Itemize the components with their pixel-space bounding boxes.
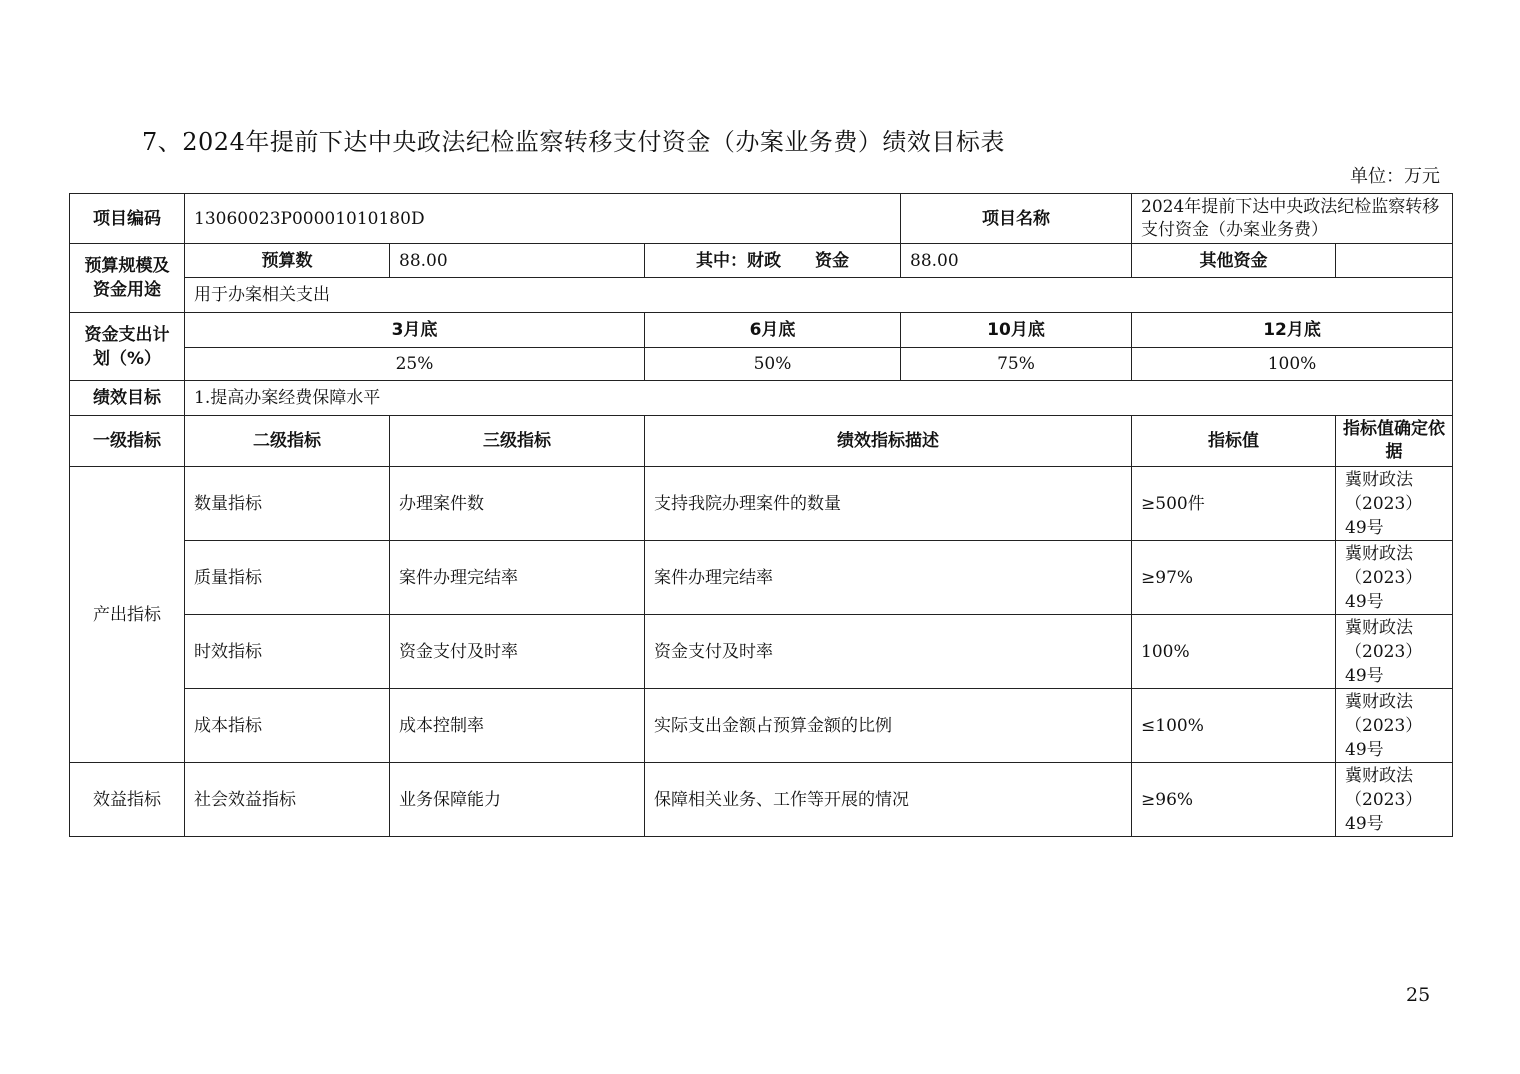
project-code-label: 项目编码 (70, 194, 185, 244)
level3-indicator: 成本控制率 (390, 689, 645, 763)
project-row (70, 194, 1453, 244)
level2-indicator: 成本指标 (185, 689, 390, 763)
column-header: 绩效指标描述 (645, 416, 1132, 467)
performance-target-table (69, 193, 1453, 837)
column-header: 一级指标 (70, 416, 185, 467)
project-name-label: 项目名称 (901, 194, 1132, 244)
budget-amount-value: 88.00 (390, 244, 645, 278)
indicator-header-row (70, 416, 1453, 467)
indicator-basis: 冀财政法（2023）49号 (1336, 763, 1453, 837)
table-row (70, 467, 1453, 541)
plan-value: 75% (901, 348, 1132, 381)
column-header: 指标值确定依据 (1336, 416, 1453, 467)
budget-amount-label: 预算数 (185, 244, 390, 278)
project-code-value: 13060023P00001010180D (185, 194, 901, 244)
other-fund-value (1336, 244, 1453, 278)
usage-row (70, 278, 1453, 313)
indicator-basis: 冀财政法（2023）49号 (1336, 541, 1453, 615)
page-number: 25 (1406, 984, 1431, 1006)
fiscal-fund-value: 88.00 (901, 244, 1132, 278)
level2-indicator: 时效指标 (185, 615, 390, 689)
column-header: 指标值 (1132, 416, 1336, 467)
indicator-description: 保障相关业务、工作等开展的情况 (645, 763, 1132, 837)
table-row (70, 689, 1453, 763)
plan-value: 25% (185, 348, 645, 381)
column-header: 二级指标 (185, 416, 390, 467)
indicator-value: ≥96% (1132, 763, 1336, 837)
plan-period: 6月底 (645, 313, 901, 348)
plan-value: 100% (1132, 348, 1453, 381)
indicator-value: 100% (1132, 615, 1336, 689)
level1-indicator: 效益指标 (70, 763, 185, 837)
project-name-value: 2024年提前下达中央政法纪检监察转移支付资金（办案业务费） (1132, 194, 1453, 244)
plan-value-row (70, 348, 1453, 381)
level2-indicator: 数量指标 (185, 467, 390, 541)
budget-section-label: 预算规模及资金用途 (70, 244, 185, 313)
level2-indicator: 质量指标 (185, 541, 390, 615)
goal-label: 绩效目标 (70, 381, 185, 416)
level3-indicator: 业务保障能力 (390, 763, 645, 837)
page-title: 7、2024年提前下达中央政法纪检监察转移支付资金（办案业务费）绩效目标表 (142, 128, 1005, 156)
fund-usage: 用于办案相关支出 (185, 278, 1453, 313)
goal-row (70, 381, 1453, 416)
plan-label: 资金支出计划（%） (70, 313, 185, 381)
level3-indicator: 资金支付及时率 (390, 615, 645, 689)
budget-row (70, 244, 1453, 278)
plan-period: 10月底 (901, 313, 1132, 348)
level3-indicator: 案件办理完结率 (390, 541, 645, 615)
fiscal-fund-label: 其中：财政 资金 (645, 244, 901, 278)
other-fund-label: 其他资金 (1132, 244, 1336, 278)
indicator-value: ≥500件 (1132, 467, 1336, 541)
goal-value: 1.提高办案经费保障水平 (185, 381, 1453, 416)
level1-indicator: 产出指标 (70, 467, 185, 763)
table-row (70, 763, 1453, 837)
column-header: 三级指标 (390, 416, 645, 467)
plan-period: 12月底 (1132, 313, 1453, 348)
indicator-description: 支持我院办理案件的数量 (645, 467, 1132, 541)
level2-indicator: 社会效益指标 (185, 763, 390, 837)
plan-period-row (70, 313, 1453, 348)
indicator-description: 资金支付及时率 (645, 615, 1132, 689)
indicator-basis: 冀财政法（2023）49号 (1336, 615, 1453, 689)
indicator-description: 案件办理完结率 (645, 541, 1132, 615)
plan-period: 3月底 (185, 313, 645, 348)
indicator-description: 实际支出金额占预算金额的比例 (645, 689, 1132, 763)
indicator-value: ≥97% (1132, 541, 1336, 615)
indicator-value: ≤100% (1132, 689, 1336, 763)
indicator-basis: 冀财政法（2023）49号 (1336, 689, 1453, 763)
indicator-basis: 冀财政法（2023）49号 (1336, 467, 1453, 541)
table-row (70, 541, 1453, 615)
level3-indicator: 办理案件数 (390, 467, 645, 541)
unit-label: 单位：万元 (1350, 166, 1440, 187)
table-row (70, 615, 1453, 689)
plan-value: 50% (645, 348, 901, 381)
